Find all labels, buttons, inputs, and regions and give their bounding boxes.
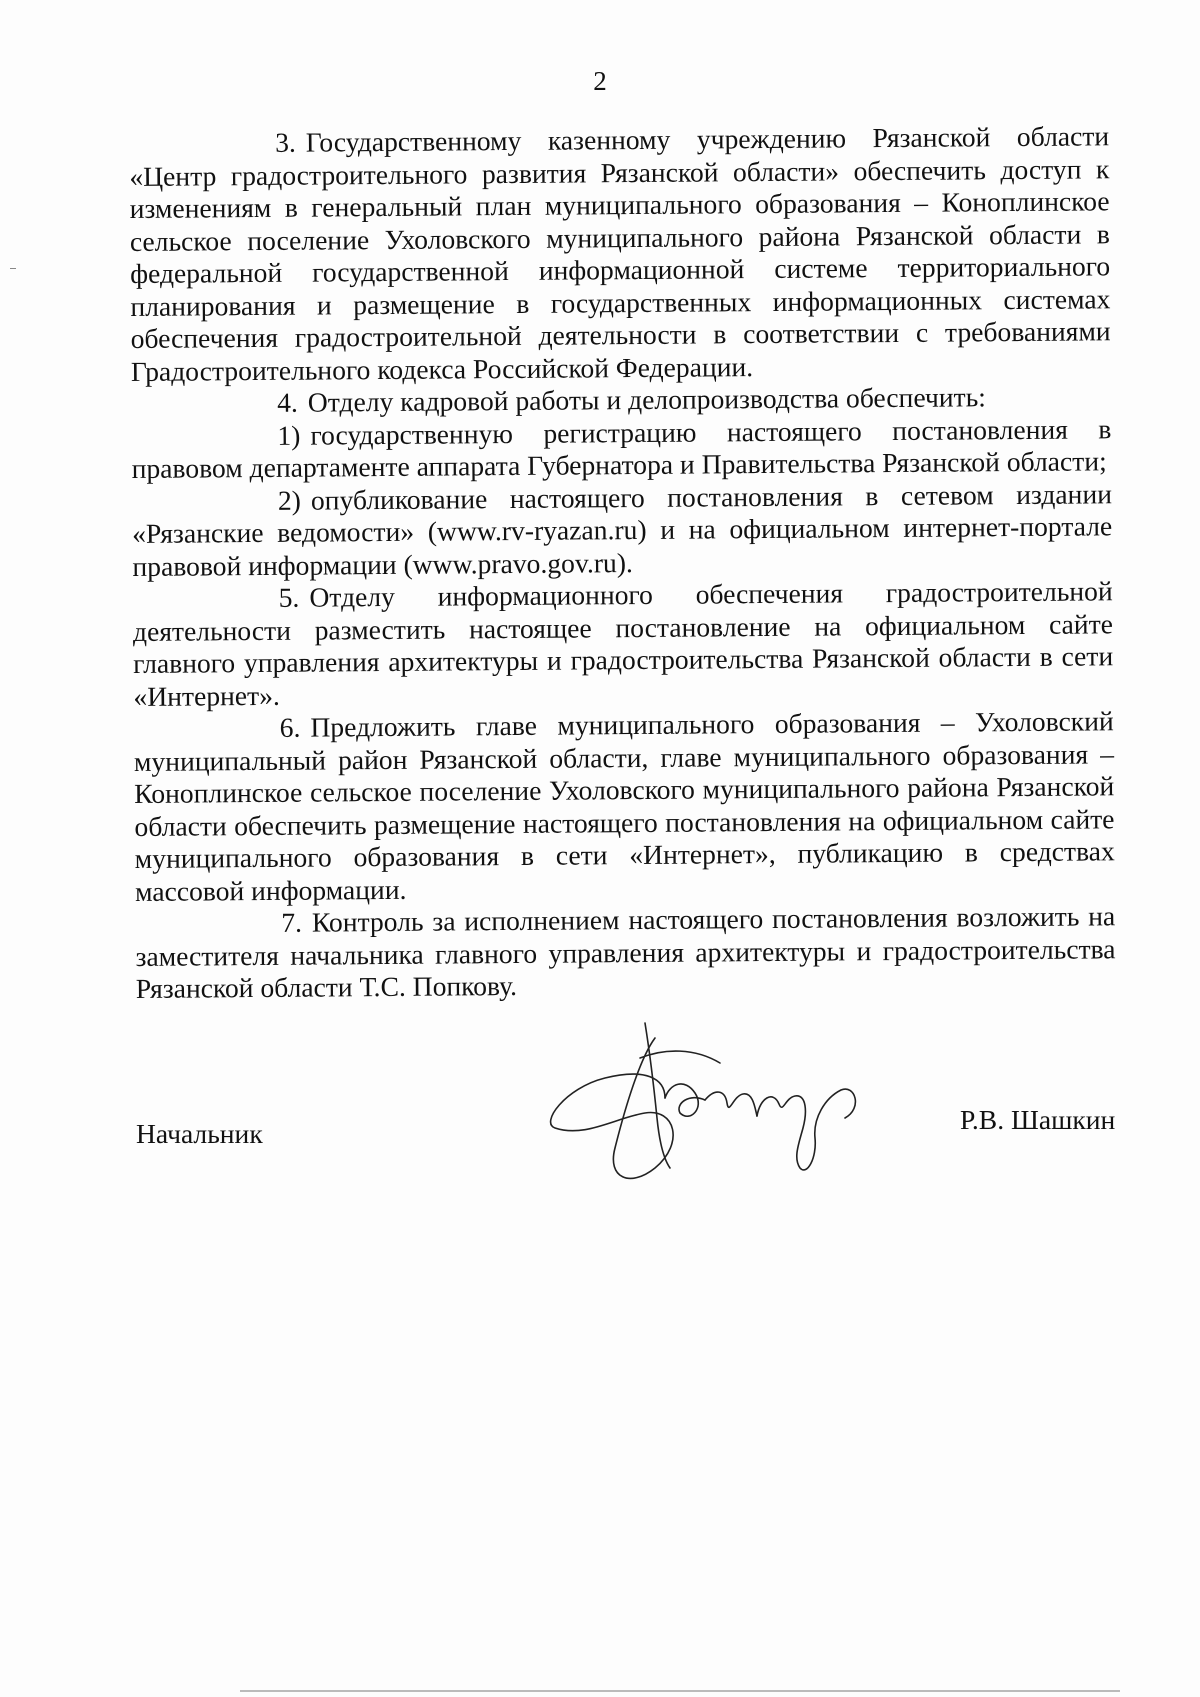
paragraph-number: 1): [277, 419, 301, 451]
signatory-name: Р.В. Шашкин: [960, 1104, 1116, 1135]
paragraph-number: 3.: [274, 126, 296, 158]
scan-edge-line: [240, 1690, 1120, 1692]
signatory-title: Начальник: [136, 1118, 263, 1149]
paragraph-text: опубликование настоящего постановления в сетевом издании «Рязанские ведомости» (www.rv-ryazan.ru) и на официальном интернет-портале правовой информации (www.pravo.gov.ru).: [132, 477, 1113, 582]
paragraph-6: [134, 705, 1116, 908]
paragraph-number: 5.: [278, 581, 300, 613]
subparagraph-1: [131, 413, 1111, 486]
paragraph-number: 2): [277, 484, 302, 516]
document-body: [129, 120, 1116, 1005]
paragraph-text: Отделу информационного обеспечения градостроительной деятельности разместить настоящее постановление на официальном сайте главного управления архитектуры и градостроительства Рязанской области в сети «Интернет».: [132, 575, 1114, 712]
paragraph-number: 4.: [277, 386, 298, 418]
paragraph-text: Предложить главе муниципального образования – Ухоловский муниципальный район Рязанской области, главе муниципального образования – Коноплинское сельское поселение Ухоловского муниципального района Рязанской области обеспечить размещение настоящего постановления на официальном сайте муниципального образования в сети «Интернет», публикацию в средствах массовой информации.: [133, 705, 1115, 907]
paragraph-3: [129, 120, 1111, 388]
paragraph-text: Контроль за исполнением настоящего постановления возложить на заместителя начальника главного управления архитектуры и градостроительства Рязанской области Т.С. Попкову.: [135, 900, 1116, 1004]
margin-mark: [10, 268, 16, 269]
paragraph-text: Государственному казенному учреждению Рязанской области «Центр градостроительного развития Рязанской области» обеспечить доступ к изменениям в генеральный план муниципального образования – Коноплинское сельское поселение Ухоловского муниципального района Рязанской области в федеральной государственной информационной системе территориального планирования и размещение в государственных информационных системах обеспечения градостроительной деятельности в соответствии с требованиями Градостроительного кодекса Российской Федерации.: [129, 120, 1111, 387]
paragraph-7: [135, 900, 1116, 1005]
subparagraph-2: [132, 478, 1113, 583]
page-number: 2: [593, 66, 607, 96]
handwritten-signature: [545, 1018, 905, 1198]
paragraph-number: 6.: [279, 711, 301, 743]
paragraph-5: [133, 575, 1114, 713]
paragraph-text: государственную регистрацию настоящего постановления в правовом департаменте аппарата Губернатора и Правительства Рязанской области;: [131, 412, 1112, 484]
paragraph-text: Отделу кадровой работы и делопроизводства обеспечить:: [307, 381, 987, 418]
paragraph-number: 7.: [281, 906, 303, 938]
